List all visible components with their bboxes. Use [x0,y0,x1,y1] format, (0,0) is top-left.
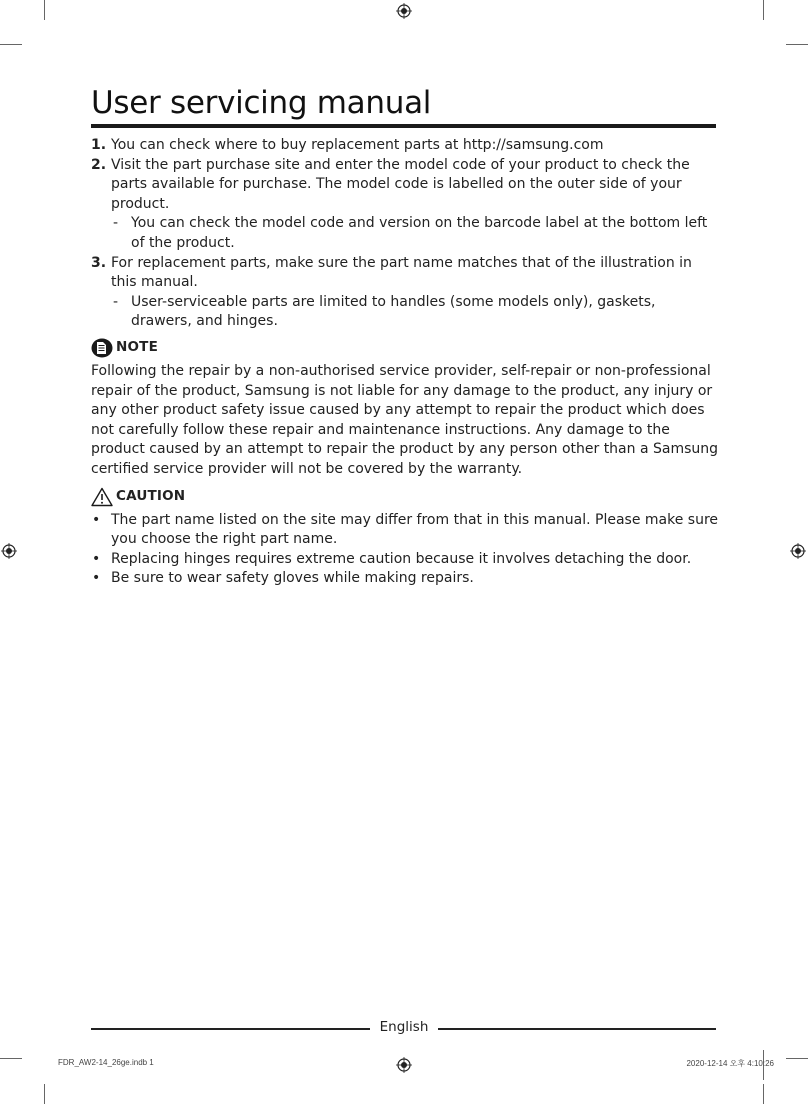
caution-item [91,550,719,570]
numbered-item [91,254,719,293]
registration-mark-icon [396,3,412,19]
item-number: 3. [91,254,107,271]
crop-mark [44,0,45,20]
title-rule [91,124,716,128]
caution-item-text: Be sure to wear safety gloves while making repairs. [111,570,474,587]
crop-mark [0,44,22,45]
caution-item-text: The part name listed on the site may differ from that in this manual. Please make sure you choose the right part name. [111,511,719,548]
numbered-item [91,136,719,156]
item-number: 1. [91,137,107,153]
note-heading [91,336,719,360]
caution-item-text: Replacing hinges requires extreme caution because it involves detaching the door. [111,550,692,567]
footer-rule-left [91,1028,370,1030]
item-text: You can check where to buy replacement parts at http://samsung.com [111,137,604,153]
registration-mark-icon [1,543,17,559]
dash-marker: - [113,293,119,310]
note-text: Following the repair by a non-authorised service provider, self-repair or non-professional repair of the product, Samsung is not liable for any damage to the product, any injury or any other product safety issue caused by any attempt to repair the product which does not carefully follow these repair and maintenance instructions. Any damage to the product caused by an attempt to repair the product by any person other than a Samsung certified service provider will not be covered by the warranty. [91,362,719,477]
sub-item-text: You can check the model code and version on the barcode label at the bottom left of the product. [131,215,708,251]
item-text: Visit the part purchase site and enter the model code of your product to check the parts available for purchase. The model code is labelled on the outer side of your product. [111,156,690,212]
crop-mark [44,1084,45,1104]
main-content [91,136,719,589]
slug-filename: FDR_AW2-14_26ge.indb 1 [58,1058,154,1067]
page-title: User servicing manual [91,85,432,121]
crop-mark [763,1084,764,1104]
registration-mark-icon [790,543,806,559]
crop-mark [786,1058,808,1059]
warning-icon [91,487,113,507]
numbered-item [91,156,719,215]
sub-item [91,214,719,253]
crop-mark [0,1058,22,1059]
sub-item [91,293,719,332]
footer-language: English [379,1019,429,1035]
footer-rule-right [438,1028,716,1030]
registration-mark-icon [396,1057,412,1073]
bullet-marker: • [92,570,101,587]
slug-timestamp: 2020-12-14 오후 4:10:26 [686,1059,774,1068]
crop-mark [786,44,808,45]
crop-mark [763,0,764,20]
caution-label: CAUTION [116,487,186,504]
bullet-marker: • [92,550,101,567]
sub-item-text: User-serviceable parts are limited to handles (some models only), gaskets, drawers, and hinges. [131,293,656,330]
bullet-marker: • [92,511,101,528]
caution-heading [91,485,719,509]
item-text: For replacement parts, make sure the part name matches that of the illustration in this manual. [111,254,692,291]
caution-item [91,569,719,589]
note-label: NOTE [116,339,159,356]
note-icon [91,338,113,358]
caution-item [91,511,719,550]
item-number: 2. [91,156,107,173]
dash-marker: - [113,215,119,232]
